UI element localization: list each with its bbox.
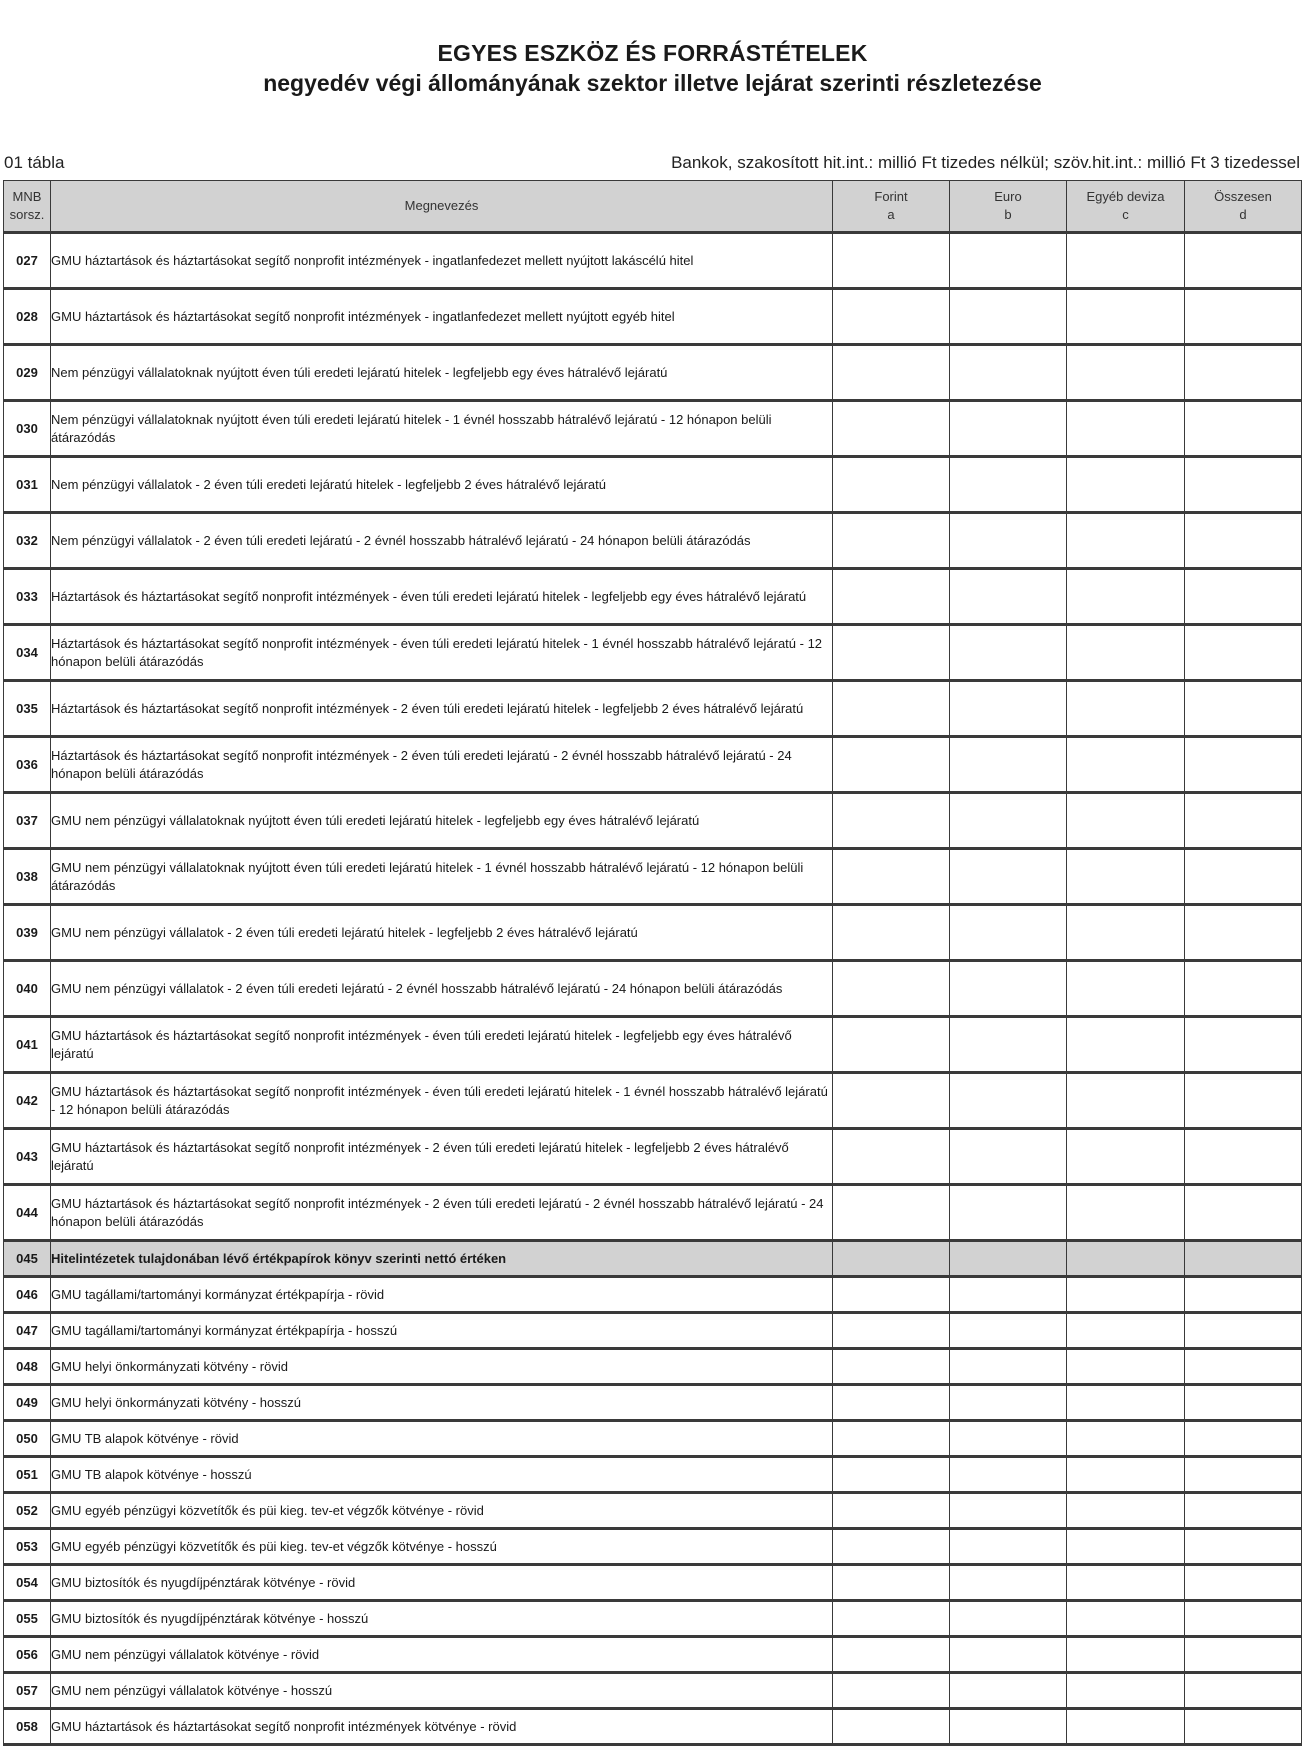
table-row — [4, 681, 1302, 737]
cell-other-currency[interactable] — [1067, 1129, 1185, 1185]
cell-other-currency[interactable] — [1067, 569, 1185, 625]
cell-total[interactable] — [1185, 681, 1302, 737]
cell-forint[interactable] — [833, 625, 950, 681]
row-number: 034 — [4, 625, 51, 681]
col-header-mnb-line1: MNB — [12, 189, 42, 204]
cell-forint[interactable] — [833, 401, 950, 457]
cell-other-currency[interactable] — [1067, 849, 1185, 905]
row-description: Nem pénzügyi vállalatok - 2 éven túli eredeti lejáratú - 2 évnél hosszabb hátralévő lejáratú - 24 hónapon belüli átárazódás — [51, 513, 833, 569]
table-row — [4, 233, 1302, 289]
row-description: GMU nem pénzügyi vállalatok - 2 éven túli eredeti lejáratú hitelek - legfeljebb 2 éves hátralévő lejáratú — [51, 905, 833, 961]
row-number: 029 — [4, 345, 51, 401]
cell-forint[interactable] — [833, 849, 950, 905]
row-description: GMU nem pénzügyi vállalatoknak nyújtott éven túli eredeti lejáratú hitelek - 1 évnél hosszabb hátralévő lejáratú - 12 hónapon belüli átárazódás — [51, 849, 833, 905]
cell-other-currency[interactable] — [1067, 1277, 1185, 1313]
row-number: 039 — [4, 905, 51, 961]
col-header-forint-label: Forint — [874, 189, 908, 204]
row-description: Nem pénzügyi vállalatoknak nyújtott éven túli eredeti lejáratú hitelek - 1 évnél hosszabb hátralévő lejáratú - 12 hónapon belüli átárazódás — [51, 401, 833, 457]
row-description: Nem pénzügyi vállalatok - 2 éven túli eredeti lejáratú hitelek - legfeljebb 2 éves hátralévő lejáratú — [51, 457, 833, 513]
table-row — [4, 961, 1302, 1017]
col-header-euro-label: Euro — [994, 189, 1022, 204]
table-row — [4, 1601, 1302, 1637]
cell-total[interactable] — [1185, 457, 1302, 513]
cell-other-currency[interactable] — [1067, 1385, 1185, 1421]
row-number: 035 — [4, 681, 51, 737]
row-description: GMU háztartások és háztartásokat segítő nonprofit intézmények - 2 éven túli eredeti lejáratú - 2 évnél hosszabb hátralévő lejáratú - 24 hónapon belüli átárazódás — [51, 1185, 833, 1241]
cell-euro[interactable] — [950, 1565, 1067, 1601]
row-number: 028 — [4, 289, 51, 345]
cell-total[interactable] — [1185, 1017, 1302, 1073]
cell-forint[interactable] — [833, 1601, 950, 1637]
cell-euro[interactable] — [950, 1709, 1067, 1745]
col-header-total-label: Összesen — [1214, 189, 1272, 204]
table-body — [4, 233, 1302, 1745]
cell-euro[interactable] — [950, 905, 1067, 961]
table-row — [4, 1129, 1302, 1185]
row-description: GMU egyéb pénzügyi közvetítők és püi kieg. tev-et végzők kötvénye - hosszú — [51, 1529, 833, 1565]
cell-other-currency[interactable] — [1067, 1709, 1185, 1745]
table-row — [4, 1421, 1302, 1457]
col-header-total-sub: d — [1239, 207, 1247, 222]
row-number: 058 — [4, 1709, 51, 1745]
cell-forint[interactable] — [833, 1493, 950, 1529]
cell-total[interactable] — [1185, 1277, 1302, 1313]
cell-total[interactable] — [1185, 513, 1302, 569]
cell-other-currency[interactable] — [1067, 625, 1185, 681]
cell-euro[interactable] — [950, 681, 1067, 737]
cell-euro[interactable] — [950, 1493, 1067, 1529]
cell-total[interactable] — [1185, 737, 1302, 793]
cell-other-currency[interactable] — [1067, 737, 1185, 793]
col-header-euro-sub: b — [1004, 207, 1012, 222]
cell-forint[interactable] — [833, 1073, 950, 1129]
data-table — [3, 180, 1302, 1746]
row-description: GMU egyéb pénzügyi közvetítők és püi kieg. tev-et végzők kötvénye - rövid — [51, 1493, 833, 1529]
cell-euro[interactable] — [950, 1385, 1067, 1421]
row-number: 027 — [4, 233, 51, 289]
table-row — [4, 1185, 1302, 1241]
table-row — [4, 1017, 1302, 1073]
cell-total[interactable] — [1185, 345, 1302, 401]
row-description: GMU TB alapok kötvénye - rövid — [51, 1421, 833, 1457]
cell-euro[interactable] — [950, 793, 1067, 849]
row-description: GMU háztartások és háztartásokat segítő nonprofit intézmények - éven túli eredeti lejáratú hitelek - legfeljebb egy éves hátralévő lejáratú — [51, 1017, 833, 1073]
table-header-row — [4, 181, 1302, 233]
cell-total[interactable] — [1185, 1129, 1302, 1185]
cell-euro[interactable] — [950, 569, 1067, 625]
cell-euro[interactable] — [950, 233, 1067, 289]
cell-other-currency[interactable] — [1067, 1565, 1185, 1601]
table-row — [4, 289, 1302, 345]
cell-total[interactable] — [1185, 1493, 1302, 1529]
cell-other-currency[interactable] — [1067, 1017, 1185, 1073]
cell-total[interactable] — [1185, 1241, 1302, 1277]
cell-other-currency[interactable] — [1067, 961, 1185, 1017]
row-description: GMU háztartások és háztartásokat segítő nonprofit intézmények - ingatlanfedezet mellett nyújtott egyéb hitel — [51, 289, 833, 345]
cell-euro[interactable] — [950, 457, 1067, 513]
table-subheader — [4, 153, 1300, 173]
cell-other-currency[interactable] — [1067, 1185, 1185, 1241]
row-number: 052 — [4, 1493, 51, 1529]
row-number: 042 — [4, 1073, 51, 1129]
cell-total[interactable] — [1185, 1457, 1302, 1493]
cell-other-currency[interactable] — [1067, 1529, 1185, 1565]
cell-euro[interactable] — [950, 513, 1067, 569]
cell-euro[interactable] — [950, 1017, 1067, 1073]
table-id: 01 tábla — [4, 153, 65, 172]
cell-forint[interactable] — [833, 737, 950, 793]
row-description: GMU biztosítók és nyugdíjpénztárak kötvénye - rövid — [51, 1565, 833, 1601]
table-row — [4, 625, 1302, 681]
cell-euro[interactable] — [950, 1349, 1067, 1385]
row-number: 046 — [4, 1277, 51, 1313]
cell-total[interactable] — [1185, 1349, 1302, 1385]
cell-forint[interactable] — [833, 1637, 950, 1673]
table-row — [4, 1277, 1302, 1313]
title-line-2: negyedév végi állományának szektor illetve lejárat szerinti részletezése — [263, 70, 1042, 96]
table-row — [4, 1385, 1302, 1421]
row-description: GMU helyi önkormányzati kötvény - hosszú — [51, 1385, 833, 1421]
cell-total[interactable] — [1185, 793, 1302, 849]
row-number: 051 — [4, 1457, 51, 1493]
row-number: 053 — [4, 1529, 51, 1565]
cell-other-currency[interactable] — [1067, 1349, 1185, 1385]
cell-total[interactable] — [1185, 1637, 1302, 1673]
row-number: 049 — [4, 1385, 51, 1421]
cell-other-currency[interactable] — [1067, 1073, 1185, 1129]
row-description: Hitelintézetek tulajdonában lévő értékpapírok könyv szerinti nettó értéken — [51, 1241, 833, 1277]
table-row — [4, 905, 1302, 961]
row-description: Háztartások és háztartásokat segítő nonprofit intézmények - 2 éven túli eredeti lejáratú hitelek - legfeljebb 2 éves hátralévő lejáratú — [51, 681, 833, 737]
row-number: 041 — [4, 1017, 51, 1073]
cell-euro[interactable] — [950, 625, 1067, 681]
row-description: Háztartások és háztartásokat segítő nonprofit intézmények - 2 éven túli eredeti lejáratú - 2 évnél hosszabb hátralévő lejáratú - 24 hónapon belüli átárazódás — [51, 737, 833, 793]
row-number: 045 — [4, 1241, 51, 1277]
cell-euro[interactable] — [950, 401, 1067, 457]
cell-euro[interactable] — [950, 1241, 1067, 1277]
cell-euro[interactable] — [950, 1277, 1067, 1313]
cell-forint[interactable] — [833, 1185, 950, 1241]
cell-total[interactable] — [1185, 1709, 1302, 1745]
cell-forint[interactable] — [833, 681, 950, 737]
cell-euro[interactable] — [950, 1185, 1067, 1241]
cell-euro[interactable] — [950, 345, 1067, 401]
cell-euro[interactable] — [950, 961, 1067, 1017]
row-number: 057 — [4, 1673, 51, 1709]
cell-other-currency[interactable] — [1067, 289, 1185, 345]
cell-other-currency[interactable] — [1067, 1421, 1185, 1457]
units-note: Bankok, szakosított hit.int.: millió Ft tizedes nélkül; szöv.hit.int.: millió Ft 3 tizedessel — [671, 153, 1300, 172]
row-number: 054 — [4, 1565, 51, 1601]
cell-other-currency[interactable] — [1067, 513, 1185, 569]
cell-forint[interactable] — [833, 961, 950, 1017]
cell-forint[interactable] — [833, 513, 950, 569]
cell-other-currency[interactable] — [1067, 1457, 1185, 1493]
cell-total[interactable] — [1185, 905, 1302, 961]
cell-other-currency[interactable] — [1067, 793, 1185, 849]
cell-forint[interactable] — [833, 1241, 950, 1277]
cell-total[interactable] — [1185, 961, 1302, 1017]
cell-euro[interactable] — [950, 1421, 1067, 1457]
row-description: GMU tagállami/tartományi kormányzat értékpapírja - rövid — [51, 1277, 833, 1313]
table-row — [4, 737, 1302, 793]
cell-forint[interactable] — [833, 1673, 950, 1709]
table-row — [4, 849, 1302, 905]
table-row — [4, 401, 1302, 457]
table-row — [4, 1565, 1302, 1601]
col-header-mnb-line2: sorsz. — [9, 207, 45, 222]
row-number: 033 — [4, 569, 51, 625]
cell-total[interactable] — [1185, 1421, 1302, 1457]
cell-forint[interactable] — [833, 1529, 950, 1565]
row-description: GMU nem pénzügyi vállalatok kötvénye - rövid — [51, 1637, 833, 1673]
col-header-name — [51, 181, 833, 233]
cell-other-currency[interactable] — [1067, 457, 1185, 513]
cell-forint[interactable] — [833, 1421, 950, 1457]
row-number: 050 — [4, 1421, 51, 1457]
cell-euro[interactable] — [950, 1457, 1067, 1493]
cell-euro[interactable] — [950, 1129, 1067, 1185]
cell-euro[interactable] — [950, 1529, 1067, 1565]
col-header-other-sub: c — [1122, 207, 1129, 222]
row-number: 031 — [4, 457, 51, 513]
cell-other-currency[interactable] — [1067, 401, 1185, 457]
cell-other-currency[interactable] — [1067, 345, 1185, 401]
cell-forint[interactable] — [833, 1277, 950, 1313]
cell-forint[interactable] — [833, 345, 950, 401]
row-description: Nem pénzügyi vállalatoknak nyújtott éven túli eredeti lejáratú hitelek - legfeljebb egy éves hátralévő lejáratú — [51, 345, 833, 401]
cell-total[interactable] — [1185, 401, 1302, 457]
table-row — [4, 1637, 1302, 1673]
col-header-other-label: Egyéb deviza — [1086, 189, 1165, 204]
cell-other-currency[interactable] — [1067, 905, 1185, 961]
table-row — [4, 1673, 1302, 1709]
table-row — [4, 513, 1302, 569]
cell-forint[interactable] — [833, 1017, 950, 1073]
table-row — [4, 1349, 1302, 1385]
table-row — [4, 1493, 1302, 1529]
cell-other-currency[interactable] — [1067, 681, 1185, 737]
row-description: GMU tagállami/tartományi kormányzat értékpapírja - hosszú — [51, 1313, 833, 1349]
row-description: GMU biztosítók és nyugdíjpénztárak kötvénye - hosszú — [51, 1601, 833, 1637]
table-row — [4, 1241, 1302, 1277]
row-description: GMU nem pénzügyi vállalatok - 2 éven túli eredeti lejáratú - 2 évnél hosszabb hátralévő lejáratú - 24 hónapon belüli átárazódás — [51, 961, 833, 1017]
cell-total[interactable] — [1185, 569, 1302, 625]
table-row — [4, 1709, 1302, 1745]
cell-total[interactable] — [1185, 1529, 1302, 1565]
cell-total[interactable] — [1185, 1313, 1302, 1349]
cell-total[interactable] — [1185, 1385, 1302, 1421]
cell-euro[interactable] — [950, 1637, 1067, 1673]
table-row — [4, 1457, 1302, 1493]
cell-other-currency[interactable] — [1067, 1241, 1185, 1277]
cell-forint[interactable] — [833, 905, 950, 961]
row-number: 055 — [4, 1601, 51, 1637]
cell-forint[interactable] — [833, 793, 950, 849]
col-header-name-label: Megnevezés — [404, 198, 479, 213]
cell-euro[interactable] — [950, 1073, 1067, 1129]
col-header-other-currency — [1067, 181, 1185, 233]
cell-other-currency[interactable] — [1067, 1601, 1185, 1637]
row-number: 044 — [4, 1185, 51, 1241]
cell-euro[interactable] — [950, 849, 1067, 905]
row-number: 032 — [4, 513, 51, 569]
row-number: 043 — [4, 1129, 51, 1185]
row-description: GMU TB alapok kötvénye - hosszú — [51, 1457, 833, 1493]
row-number: 036 — [4, 737, 51, 793]
table-row — [4, 793, 1302, 849]
row-description: GMU háztartások és háztartásokat segítő nonprofit intézmények kötvénye - rövid — [51, 1709, 833, 1745]
cell-forint[interactable] — [833, 1709, 950, 1745]
row-description: Háztartások és háztartásokat segítő nonprofit intézmények - éven túli eredeti lejáratú hitelek - 1 évnél hosszabb hátralévő lejáratú - 12 hónapon belüli átárazódás — [51, 625, 833, 681]
table-row — [4, 1529, 1302, 1565]
cell-euro[interactable] — [950, 737, 1067, 793]
cell-total[interactable] — [1185, 1673, 1302, 1709]
title-line-1: EGYES ESZKÖZ ÉS FORRÁSTÉTELEK — [437, 40, 868, 66]
table-row — [4, 345, 1302, 401]
row-number: 030 — [4, 401, 51, 457]
cell-forint[interactable] — [833, 1313, 950, 1349]
table-row — [4, 1073, 1302, 1129]
col-header-mnb — [4, 181, 51, 233]
col-header-total — [1185, 181, 1302, 233]
row-number: 040 — [4, 961, 51, 1017]
row-description: Háztartások és háztartásokat segítő nonprofit intézmények - éven túli eredeti lejáratú hitelek - legfeljebb egy éves hátralévő lejáratú — [51, 569, 833, 625]
row-number: 047 — [4, 1313, 51, 1349]
cell-euro[interactable] — [950, 1601, 1067, 1637]
cell-forint[interactable] — [833, 1457, 950, 1493]
row-description: GMU háztartások és háztartásokat segítő nonprofit intézmények - éven túli eredeti lejáratú hitelek - 1 évnél hosszabb hátralévő lejáratú - 12 hónapon belüli átárazódás — [51, 1073, 833, 1129]
cell-forint[interactable] — [833, 457, 950, 513]
cell-other-currency[interactable] — [1067, 233, 1185, 289]
cell-euro[interactable] — [950, 1673, 1067, 1709]
col-header-forint-sub: a — [887, 207, 895, 222]
row-number: 048 — [4, 1349, 51, 1385]
cell-forint[interactable] — [833, 569, 950, 625]
table-row — [4, 569, 1302, 625]
cell-total[interactable] — [1185, 849, 1302, 905]
col-header-euro — [950, 181, 1067, 233]
row-number: 056 — [4, 1637, 51, 1673]
document-title — [0, 38, 1305, 98]
cell-forint[interactable] — [833, 1349, 950, 1385]
cell-other-currency[interactable] — [1067, 1493, 1185, 1529]
col-header-forint — [833, 181, 950, 233]
table-row — [4, 457, 1302, 513]
cell-euro[interactable] — [950, 289, 1067, 345]
cell-total[interactable] — [1185, 1601, 1302, 1637]
cell-total[interactable] — [1185, 625, 1302, 681]
cell-other-currency[interactable] — [1067, 1673, 1185, 1709]
cell-other-currency[interactable] — [1067, 1637, 1185, 1673]
cell-euro[interactable] — [950, 1313, 1067, 1349]
row-description: GMU háztartások és háztartásokat segítő nonprofit intézmények - ingatlanfedezet mellett nyújtott lakáscélú hitel — [51, 233, 833, 289]
row-description: GMU helyi önkormányzati kötvény - rövid — [51, 1349, 833, 1385]
cell-forint[interactable] — [833, 289, 950, 345]
cell-forint[interactable] — [833, 233, 950, 289]
row-number: 037 — [4, 793, 51, 849]
table-row — [4, 1313, 1302, 1349]
row-description: GMU háztartások és háztartásokat segítő nonprofit intézmények - 2 éven túli eredeti lejáratú hitelek - legfeljebb 2 éves hátralévő lejáratú — [51, 1129, 833, 1185]
cell-total[interactable] — [1185, 1565, 1302, 1601]
cell-total[interactable] — [1185, 1073, 1302, 1129]
cell-forint[interactable] — [833, 1565, 950, 1601]
cell-total[interactable] — [1185, 289, 1302, 345]
row-description: GMU nem pénzügyi vállalatoknak nyújtott éven túli eredeti lejáratú hitelek - legfeljebb egy éves hátralévő lejáratú — [51, 793, 833, 849]
row-description: GMU nem pénzügyi vállalatok kötvénye - hosszú — [51, 1673, 833, 1709]
cell-other-currency[interactable] — [1067, 1313, 1185, 1349]
cell-total[interactable] — [1185, 233, 1302, 289]
cell-total[interactable] — [1185, 1185, 1302, 1241]
cell-forint[interactable] — [833, 1129, 950, 1185]
cell-forint[interactable] — [833, 1385, 950, 1421]
row-number: 038 — [4, 849, 51, 905]
